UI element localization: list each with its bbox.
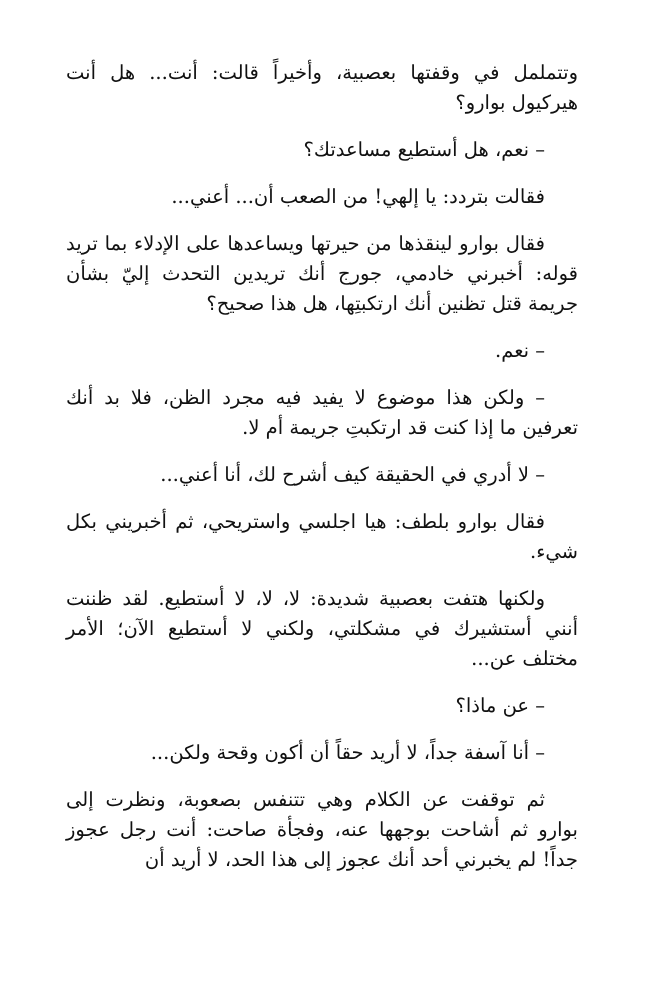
paragraph-10: – عن ماذا؟ [455, 694, 545, 717]
paragraph-3: فقالت بتردد: يا إلهي! من الصعب أن... أعني... [171, 185, 545, 208]
paragraph-11: – أنا آسفة جداً، لا أريد حقاً أن أكون وقحة ولكن... [150, 741, 545, 764]
paragraph-5: – نعم. [495, 339, 545, 362]
paragraph-2: – نعم، هل أستطيع مساعدتك؟ [303, 138, 545, 161]
paragraph-1: وتتململ في وقفتها بعصبية، وأخيراً قالت: أنت... هل أنت هيركيول بوارو؟ [66, 61, 578, 114]
paragraph-4: فقال بوارو لينقذها من حيرتها ويساعدها على الإدلاء بما تريد قوله: أخبرني خادمي، جورج أنك تريدين التحدث إليّ بشأن جريمة قتل تظنين أنك ارتكبتِها، هل هذا صحيح؟ [66, 232, 578, 315]
paragraph-6: – ولكن هذا موضوع لا يفيد فيه مجرد الظن، فلا بد أنك تعرفين ما إذا كنت قد ارتكبتِ جريمة أم لا. [66, 386, 578, 439]
paragraph-12: ثم توقفت عن الكلام وهي تتنفس بصعوبة، ونظرت إلى بوارو ثم أشاحت بوجهها عنه، وفجأة صاحت: أنت رجل عجوز جداً! لم يخبرني أحد أنك عجوز إلى هذا الحد، لا أريد أن [66, 788, 578, 871]
paragraph-9: ولكنها هتفت بعصبية شديدة: لا، لا، لا أستطيع. لقد ظننت أنني أستشيرك في مشكلتي، ولكني لا أستطيع الآن؛ الأمر مختلف عن... [66, 587, 578, 670]
paragraph-7: – لا أدري في الحقيقة كيف أشرح لك، أنا أعني... [160, 463, 545, 486]
paragraph-8: فقال بوارو بلطف: هيا اجلسي واستريحي، ثم أخبريني بكل شيء. [66, 510, 578, 563]
book-page [66, 58, 578, 875]
